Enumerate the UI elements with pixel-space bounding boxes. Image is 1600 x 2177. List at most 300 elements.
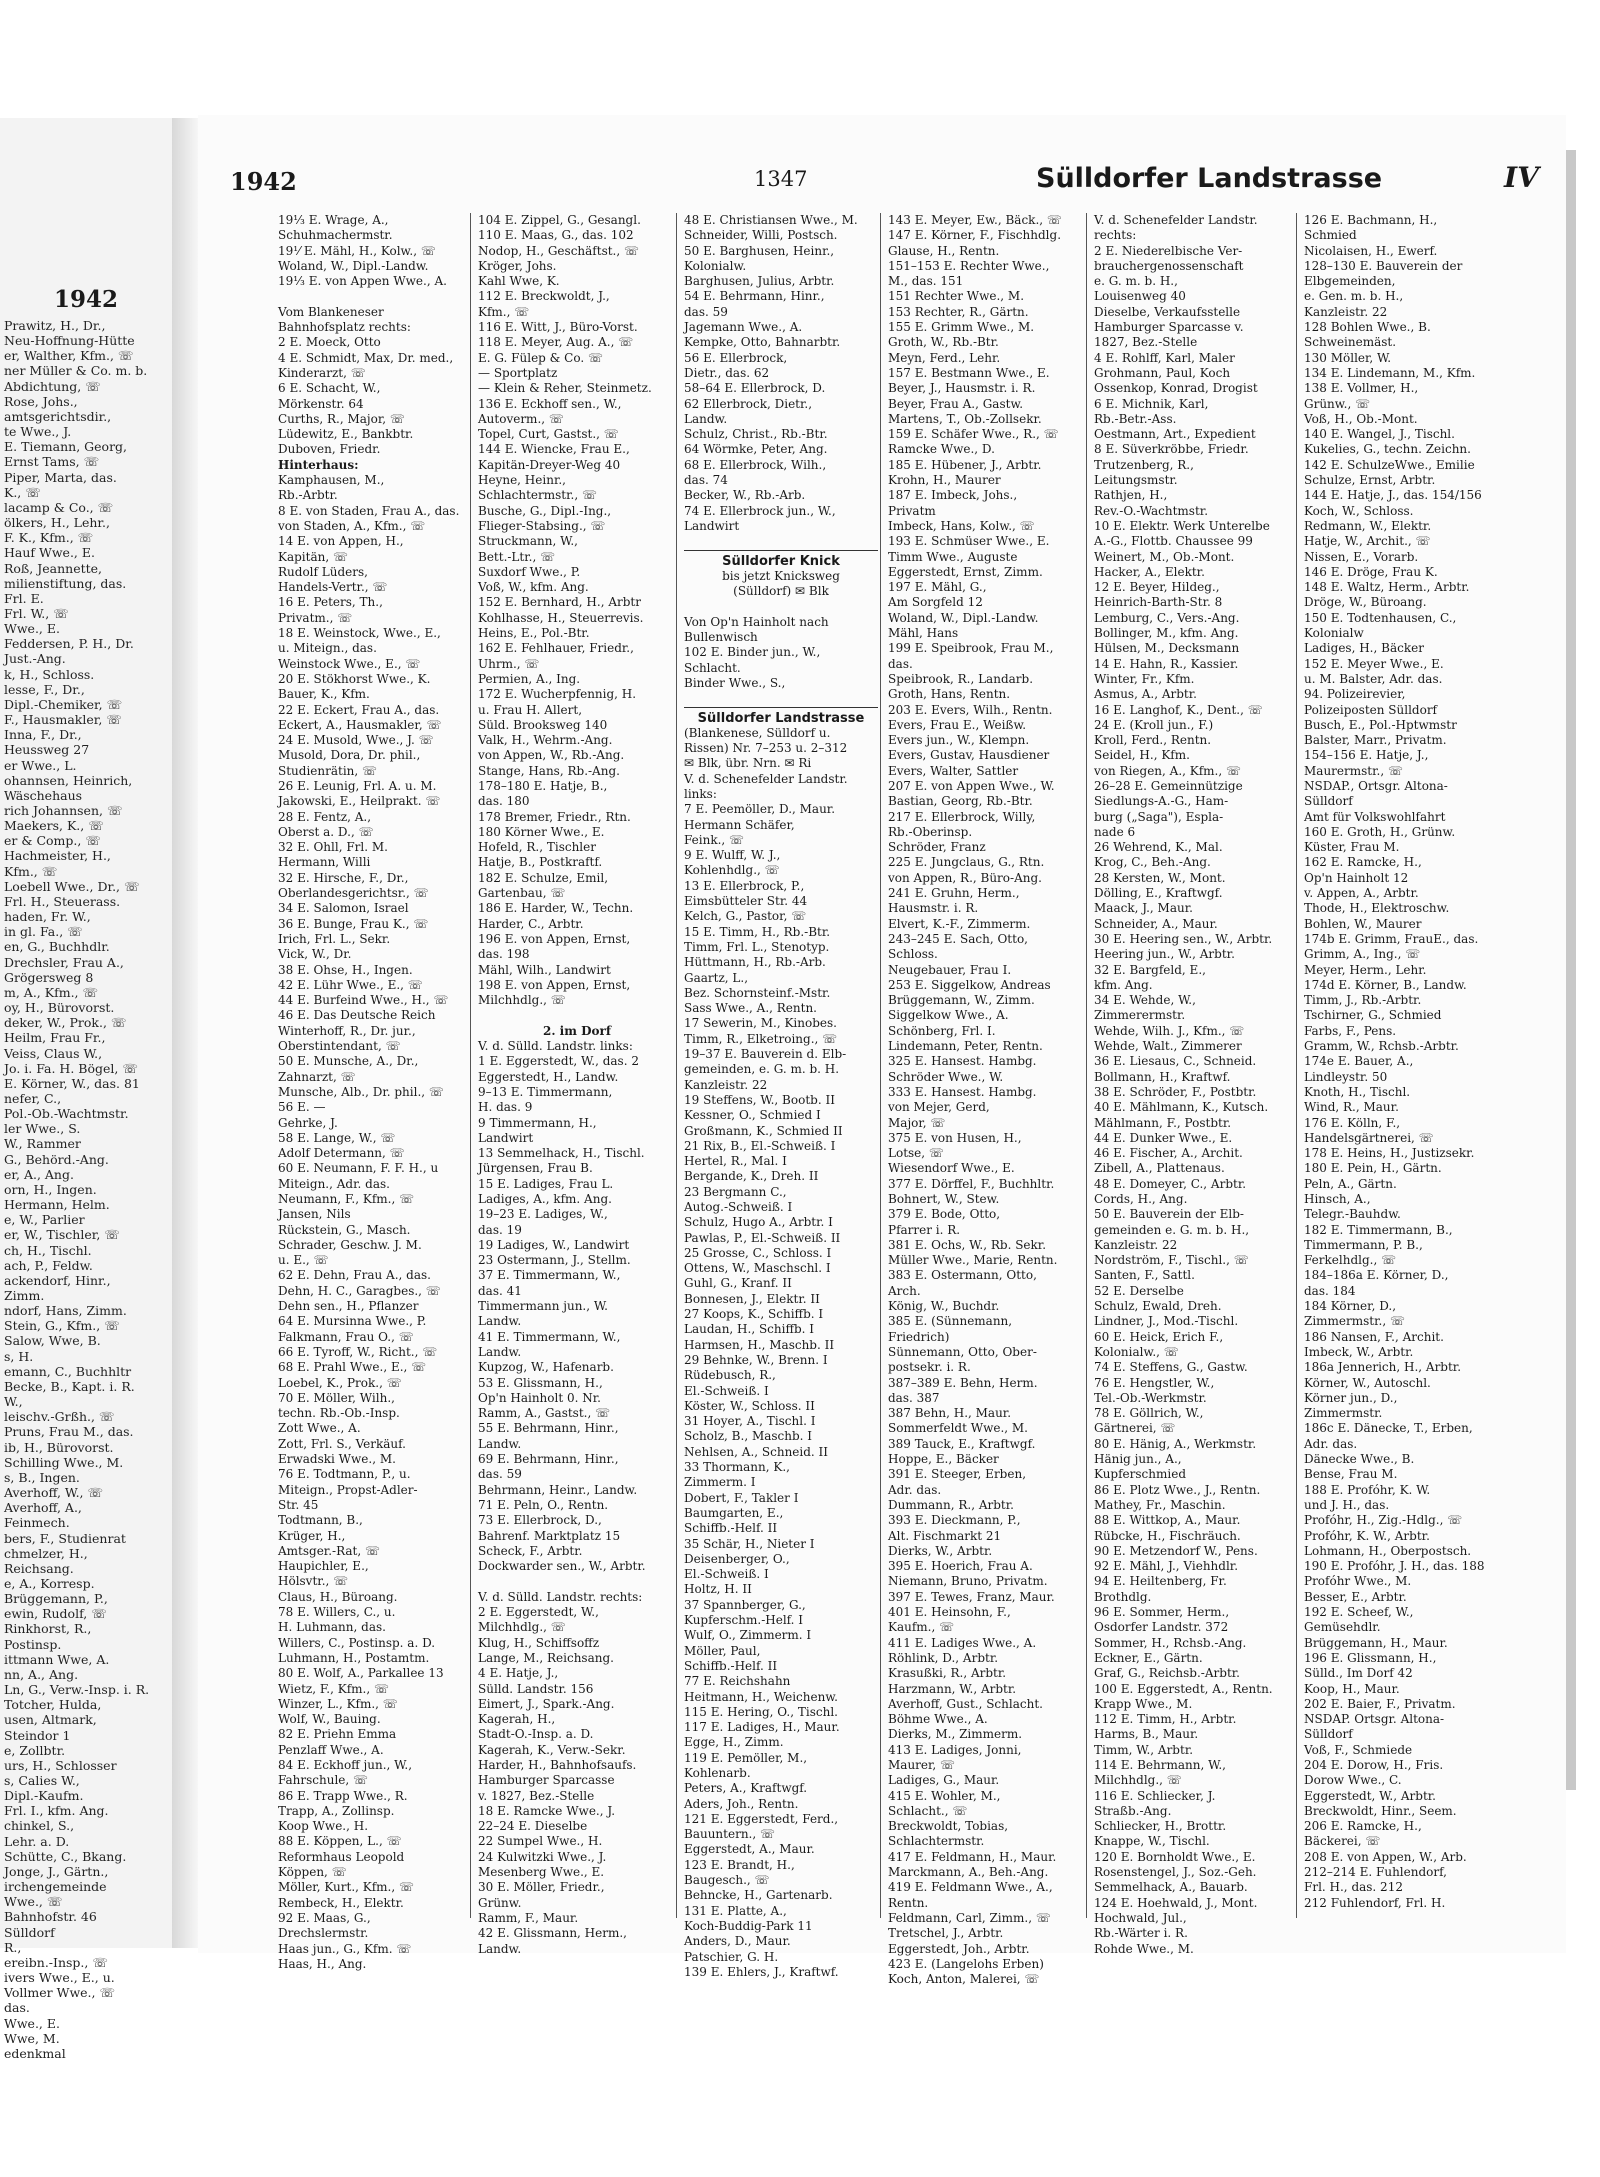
- directory-entry: nade 6: [1094, 824, 1136, 839]
- directory-entry: Mähl, Hans: [888, 626, 959, 641]
- directory-entry: 21 Rix, B., El.-Schweiß. I: [684, 1138, 836, 1153]
- directory-entry: Kupzog, W., Hafenarb.: [478, 1360, 614, 1375]
- directory-entry: Trapp, A., Zollinsp.: [278, 1803, 395, 1818]
- directory-entry: Schlachtermstr., ☏: [478, 488, 597, 503]
- directory-entry: Loebel, K., Prok., ☏: [278, 1375, 402, 1390]
- directory-entry: 84 E. Eckhoff jun., W.,: [278, 1757, 413, 1772]
- directory-entry: M., das. 151: [888, 274, 964, 289]
- directory-entry: Guhl, G., Kranf. II: [684, 1276, 792, 1291]
- directory-entry: 142 E. SchulzeWwe., Emilie: [1304, 457, 1475, 472]
- directory-entry: Wind, R., Maur.: [1304, 1100, 1399, 1115]
- directory-entry: 162 E. Fehlhauer, Friedr.,: [478, 641, 634, 656]
- directory-entry: 58 E. Lange, W., ☏: [278, 1130, 396, 1145]
- facing-page-line: Jonge, J., Gärtn.,: [4, 1863, 109, 1879]
- directory-entry: e. G. m. b. H.,: [1094, 274, 1178, 289]
- directory-entry: Sünnemann, Otto, Ober-: [888, 1344, 1037, 1359]
- directory-entry: 180 E. Pein, H., Gärtn.: [1304, 1161, 1442, 1176]
- directory-entry: das. 59: [684, 304, 728, 319]
- facing-page-line: en, G., Buchhdlr.: [4, 939, 110, 955]
- facing-page-line: Zimm.: [4, 1288, 45, 1303]
- facing-page-line: bers, F., Studienrat: [4, 1530, 126, 1546]
- directory-entry: Peln, A., Gärtn.: [1304, 1176, 1397, 1191]
- directory-entry: Rb.-Betr.-Ass.: [1094, 411, 1177, 426]
- directory-entry: 153 Rechter, R., Gärtn.: [888, 304, 1029, 319]
- facing-page-line: ach, P., Feldw.: [4, 1257, 93, 1273]
- directory-entry: 26 E. Leunig, Frl. A. u. M.: [278, 778, 437, 793]
- directory-entry: Claus, H., Büroang.: [278, 1589, 398, 1604]
- directory-entry: 385 E. (Sünnemann,: [888, 1314, 1013, 1329]
- directory-column-6: [1304, 213, 1514, 1918]
- directory-entry: das. 74: [684, 473, 728, 488]
- directory-entry: Schulz, Christ., Rb.-Btr.: [684, 427, 828, 442]
- directory-entry: Siedlungs-A.-G., Ham-: [1094, 794, 1229, 809]
- facing-page-line: Frl. H., Steuerass.: [4, 893, 121, 909]
- directory-entry: 19 Ladiges, W., Landwirt: [478, 1237, 630, 1252]
- directory-entry: Milchhdlg., ☏: [478, 1620, 566, 1635]
- directory-entry: 48 E. Domeyer, C., Arbtr.: [1094, 1176, 1247, 1191]
- directory-entry: techn. Rb.-Ob.-Insp.: [278, 1406, 400, 1421]
- directory-entry: 178 E. Heins, H., Justizsekr.: [1304, 1146, 1475, 1161]
- directory-entry: das. 59: [478, 1467, 522, 1482]
- facing-page-line: Ln, G., Verw.-Insp. i. R.: [4, 1682, 150, 1698]
- directory-entry: 155 E. Grimm Wwe., M.: [888, 320, 1035, 335]
- directory-entry: V. d. Sülld. Landstr. rechts:: [478, 1589, 643, 1604]
- directory-entry: 389 Tauck, E., Kraftwgf.: [888, 1436, 1036, 1451]
- directory-entry: 2 E. Niederelbische Ver-: [1094, 243, 1243, 258]
- directory-entry: Hüttmann, H., Rb.-Arb.: [684, 955, 826, 970]
- directory-entry: 241 E. Gruhn, Herm.,: [888, 886, 1020, 901]
- directory-entry: Kupferschmied: [1094, 1467, 1186, 1482]
- facing-page-line: nn, A., Ang.: [4, 1666, 79, 1682]
- directory-entry: Maurermstr., ☏: [1304, 763, 1403, 778]
- directory-entry: Seidel, H., Kfm.: [1094, 748, 1190, 763]
- directory-entry: 16 E. Langhof, K., Dent., ☏: [1094, 702, 1263, 717]
- directory-entry: Kröger, Johs.: [478, 258, 557, 273]
- directory-entry: Dockwarder sen., W., Arbtr.: [478, 1559, 646, 1574]
- directory-entry: Dänecke Wwe., B.: [1304, 1452, 1415, 1467]
- directory-entry: Krasußki, R., Arbtr.: [888, 1666, 1007, 1681]
- directory-entry: NSDAP., Ortsgr. Altona-: [1304, 778, 1448, 793]
- directory-column-2: [478, 213, 676, 1956]
- directory-entry: 375 E. von Husen, H.,: [888, 1130, 1022, 1145]
- directory-entry: Anders, D., Maur.: [684, 1934, 791, 1949]
- directory-entry: Sommerfeldt Wwe., M.: [888, 1421, 1028, 1436]
- directory-entry: Redmann, W., Elektr.: [1304, 518, 1432, 533]
- directory-entry: 44 E. Burfeind Wwe., H., ☏: [278, 993, 449, 1008]
- facing-page-line: Loebell Wwe., Dr., ☏: [4, 878, 140, 894]
- directory-entry: Dobert, F., Takler I: [684, 1490, 799, 1505]
- directory-entry: Todtmann, B.,: [278, 1513, 363, 1528]
- directory-entry: Mörkenstr. 64: [278, 396, 364, 411]
- facing-page-line: m, A., Kfm., ☏: [4, 984, 99, 1000]
- directory-entry: Louisenweg 40: [1094, 289, 1186, 304]
- directory-entry: Busche, G., Dipl.-Ing.,: [478, 503, 612, 518]
- directory-entry: 4 E. Schmidt, Max, Dr. med.,: [278, 350, 454, 365]
- directory-entry: Rissen) Nr. 7–253 u. 2–312: [684, 741, 848, 756]
- directory-entry: Rohde Wwe., M.: [1094, 1941, 1194, 1956]
- directory-entry: Irich, Frl. L., Sekr.: [278, 931, 391, 946]
- directory-entry: Duboven, Friedr.: [278, 442, 381, 457]
- directory-entry: 42 E. Glissmann, Herm.,: [478, 1926, 627, 1941]
- directory-entry: 37 E. Timmermann, W.,: [478, 1268, 621, 1283]
- directory-entry: Baumgarten, E.,: [684, 1505, 784, 1520]
- directory-entry: Meyer, Herm., Lehr.: [1304, 962, 1427, 977]
- directory-entry: 253 E. Siggelkow, Andreas: [888, 977, 1051, 992]
- facing-page-line: Dipl.-Chemiker, ☏: [4, 696, 123, 712]
- directory-entry: Küster, Frau M.: [1304, 840, 1400, 855]
- directory-entry: Stadt-O.-Insp. a. D.: [478, 1727, 594, 1742]
- directory-entry: 417 E. Feldmann, H., Maur.: [888, 1849, 1057, 1864]
- facing-page-line: Abdichtung, ☏: [4, 378, 101, 394]
- directory-entry: 159 E. Schäfer Wwe., R., ☏: [888, 427, 1059, 442]
- directory-entry: 391 E. Steeger, Erben,: [888, 1467, 1027, 1482]
- street-section-heading: Sülldorfer Knick: [684, 550, 878, 569]
- directory-entry: Rembeck, H., Elektr.: [278, 1895, 404, 1910]
- directory-entry: 151 Rechter Wwe., M.: [888, 289, 1025, 304]
- directory-entry: 76 E. Hengstler, W.,: [1094, 1375, 1215, 1390]
- directory-entry: Harzmann, W., Arbtr.: [888, 1681, 1017, 1696]
- directory-entry: 225 E. Jungclaus, G., Rtn.: [888, 855, 1045, 870]
- directory-entry: Gehrke, J.: [278, 1115, 338, 1130]
- directory-entry: (Sülldorf) ✉ Blk: [733, 584, 829, 599]
- directory-entry: Grünw., ☏: [1304, 396, 1371, 411]
- directory-entry: Jansen, Nils: [278, 1207, 351, 1222]
- directory-entry: Kahl Wwe, K.: [478, 274, 560, 289]
- directory-entry: u. M. Balster, Adr. das.: [1304, 671, 1443, 686]
- directory-entry: u. Miteign., das.: [278, 641, 377, 656]
- directory-entry: Zimmerermstr.: [1094, 1008, 1186, 1023]
- directory-entry: Timmermann jun., W.: [478, 1299, 608, 1314]
- directory-entry: 128–130 E. Bauverein der: [1304, 258, 1463, 273]
- directory-entry: 17 Sewerin, M., Kinobes.: [684, 1016, 837, 1031]
- facing-page-line: er, A., Ang.: [4, 1166, 74, 1182]
- facing-page-line: lesse, F., Dr.,: [4, 681, 85, 697]
- directory-entry: 86 E. Trapp Wwe., R.: [278, 1788, 408, 1803]
- directory-entry: 15 E. Timm, H., Rb.-Btr.: [684, 924, 831, 939]
- facing-page-line: Averhoff, W., ☏: [4, 1485, 104, 1501]
- directory-entry: Suxdorf Wwe., P.: [478, 564, 581, 579]
- directory-entry: 34 E. Salomon, Israel: [278, 901, 409, 916]
- directory-entry: 157 E. Bestmann Wwe., E.: [888, 365, 1050, 380]
- directory-entry: Bollinger, M., kfm. Ang.: [1094, 626, 1239, 641]
- directory-entry: 82 E. Priehn Emma: [278, 1727, 397, 1742]
- directory-entry: Nehlsen, A., Schneid. II: [684, 1444, 829, 1459]
- directory-entry: V. d. Schenefelder Landstr.: [684, 771, 848, 786]
- directory-entry: 118 E. Meyer, Aug. A., ☏: [478, 335, 634, 350]
- directory-entry: Munsche, Alb., Dr. phil., ☏: [278, 1084, 444, 1099]
- directory-entry: 74 E. Steffens, G., Gastw.: [1094, 1360, 1248, 1375]
- directory-entry: 196 E. Glissmann, H.,: [1304, 1650, 1437, 1665]
- directory-entry: 90 E. Metzendorf W., Pens.: [1094, 1543, 1258, 1558]
- directory-entry: 41 E. Timmermann, W.,: [478, 1329, 621, 1344]
- directory-entry: Struckmann, W.,: [478, 534, 578, 549]
- directory-entry: das. 387: [888, 1390, 940, 1405]
- directory-entry: 146 E. Dröge, Frau K.: [1304, 564, 1438, 579]
- directory-entry: 55 E. Behrmann, Hinr.,: [478, 1421, 619, 1436]
- directory-entry: Kolonialw.: [684, 258, 747, 273]
- directory-entry: Kohlenhdlg., ☏: [684, 863, 780, 878]
- directory-entry: Reformhaus Leopold: [278, 1849, 405, 1864]
- facing-page-line: R.,: [4, 1939, 22, 1955]
- directory-entry: 24 Kulwitzki Wwe., J.: [478, 1849, 607, 1864]
- directory-entry: Gemüsehdlr.: [1304, 1620, 1381, 1635]
- directory-entry: 4 E. Hatje, J.,: [478, 1666, 559, 1681]
- directory-entry: Imbeck, Hans, Kolw., ☏: [888, 518, 1035, 533]
- directory-entry: Leitungsmstr.: [1094, 473, 1178, 488]
- directory-entry: Topel, Curt, Gastst., ☏: [478, 427, 619, 442]
- column-divider: [1296, 213, 1297, 1918]
- facing-page-line: ib, H., Bürovorst.: [4, 1439, 114, 1455]
- directory-entry: [684, 534, 878, 549]
- directory-entry: Tel.-Ob.-Werkmstr.: [1094, 1390, 1207, 1405]
- directory-entry: Kapitän-Dreyer-Weg 40: [478, 457, 621, 472]
- directory-entry: Lindleystr. 50: [1304, 1069, 1388, 1084]
- directory-entry: Hamburger Sparcasse: [478, 1773, 615, 1788]
- directory-entry: brauchergenossenschaft: [1094, 258, 1244, 273]
- directory-entry: Meyn, Ferd., Lehr.: [888, 350, 1001, 365]
- directory-entry: 185 E. Hübener, J., Arbtr.: [888, 457, 1042, 472]
- directory-entry: Scheck, F., Arbtr.: [478, 1543, 583, 1558]
- directory-entry: 28 E. Fentz, A.,: [278, 809, 372, 824]
- directory-entry: 10 E. Elektr. Werk Unterelbe: [1094, 518, 1270, 533]
- directory-entry: Oberlandesgerichtsr., ☏: [278, 886, 429, 901]
- facing-page-line: edenkmal: [4, 2045, 66, 2061]
- facing-page-line: ittmann Wwe, A.: [4, 1651, 110, 1667]
- directory-entry: 207 E. von Appen Wwe., W.: [888, 778, 1055, 793]
- directory-entry: Hinsch, A.,: [1304, 1192, 1371, 1206]
- directory-entry: Handels-Vertr., ☏: [278, 580, 388, 595]
- directory-entry: Luhmann, H., Postamtm.: [278, 1650, 430, 1665]
- directory-entry: Bonnesen, J., Elektr. II: [684, 1291, 820, 1306]
- directory-entry: Adr. das.: [888, 1482, 942, 1497]
- directory-entry: 56 E. —: [278, 1100, 326, 1115]
- directory-entry: ✉ Blk, übr. Nrn. ✉ Ri: [684, 756, 812, 771]
- facing-page-line: Hauf Wwe., E.: [4, 545, 95, 561]
- directory-entry: 202 E. Baier, F., Privatm.: [1304, 1696, 1456, 1711]
- directory-entry: 393 E. Dieckmann, P.,: [888, 1513, 1021, 1528]
- directory-entry: Averhoff, Gust., Schlacht.: [888, 1696, 1043, 1711]
- directory-entry: Ladiges, A., kfm. Ang.: [478, 1192, 612, 1206]
- directory-entry: 36 E. Bunge, Frau K., ☏: [278, 916, 429, 931]
- directory-entry: Asmus, A., Arbtr.: [1094, 687, 1197, 702]
- directory-entry: Bäckerei, ☏: [1304, 1834, 1381, 1849]
- directory-entry: Landw.: [684, 411, 728, 426]
- directory-entry: v. Appen, A., Arbtr.: [1304, 886, 1419, 901]
- facing-page-line: Inna, F., Dr.,: [4, 727, 82, 743]
- directory-entry: 151–153 E. Rechter Wwe.,: [888, 258, 1050, 273]
- directory-entry: Str. 45: [278, 1497, 319, 1512]
- facing-page-line: Becke, B., Kapt. i. R.: [4, 1378, 135, 1394]
- directory-entry: Zimmerm. I: [684, 1475, 756, 1490]
- directory-entry: Binder Wwe., S.,: [684, 675, 786, 690]
- facing-page-line: Wwe., E.: [4, 621, 60, 637]
- page-edge-shadow: [1566, 150, 1576, 1790]
- directory-entry: Ladiges, H., Bäcker: [1304, 641, 1424, 656]
- directory-entry: Rb.-Wärter i. R.: [1094, 1926, 1188, 1941]
- directory-entry: Vick, W., Dr.: [278, 947, 352, 962]
- directory-entry: Kanzleistr. 22: [1094, 1237, 1178, 1252]
- directory-column-1: [278, 213, 460, 1971]
- facing-page-line: Schütte, C., Bkang.: [4, 1848, 127, 1864]
- directory-entry: 68 E. Prahl Wwe., E., ☏: [278, 1360, 427, 1375]
- directory-entry: 143 E. Meyer, Ew., Bäck., ☏: [888, 213, 1062, 227]
- directory-entry: König, W., Buchdr.: [888, 1299, 1000, 1314]
- directory-entry: Sülld. Landstr. 156: [478, 1681, 594, 1696]
- directory-entry: Timm, J., Rb.-Arbtr.: [1304, 993, 1422, 1008]
- directory-entry: Bahnhofsplatz rechts:: [278, 320, 411, 335]
- facing-page-line: G., Behörd.-Ang.: [4, 1151, 109, 1167]
- column-divider: [676, 213, 677, 1918]
- directory-entry: 423 E. (Langelohs Erben): [888, 1956, 1044, 1971]
- directory-entry: Straßb.-Ang.: [1094, 1803, 1172, 1818]
- directory-entry: Müller Wwe., Marie, Rentn.: [888, 1253, 1058, 1268]
- directory-entry: 92 E. Maas, G.,: [278, 1910, 371, 1925]
- directory-entry: Sülldorf: [1304, 1727, 1353, 1742]
- directory-entry: Kroll, Ferd., Rentn.: [1094, 733, 1212, 748]
- directory-entry: Sülldorf: [1304, 794, 1353, 809]
- directory-entry: [478, 1574, 676, 1589]
- directory-entry: 377 E. Dörffel, F., Buchhltr.: [888, 1176, 1055, 1191]
- directory-entry: 52 E. Derselbe: [1094, 1283, 1184, 1298]
- directory-entry: Gramm, W., Rchsb.-Arbtr.: [1304, 1039, 1459, 1054]
- directory-entry: 116 E. Witt, J., Büro-Vorst.: [478, 320, 638, 335]
- directory-entry: 76 E. Todtmann, P., u.: [278, 1467, 411, 1482]
- directory-entry: 123 E. Brandt, H.,: [684, 1857, 795, 1872]
- directory-entry: Evers, Walter, Sattler: [888, 763, 1019, 778]
- directory-entry: Hofeld, R., Tischler: [478, 840, 596, 855]
- directory-entry: das.: [888, 656, 913, 671]
- directory-entry: 178–180 E. Hatje, B.,: [478, 778, 608, 793]
- facing-page-line: Maekers, K., ☏: [4, 818, 104, 834]
- facing-page-line: ölkers, H., Lehr.,: [4, 515, 110, 531]
- directory-entry: Breckwoldt, Tobias,: [888, 1819, 1009, 1834]
- facing-page-line: Pruns, Frau M., das.: [4, 1424, 134, 1440]
- facing-page-line: er, W., Tischler, ☏: [4, 1227, 120, 1243]
- directory-entry: Kagerah, K., Verw.-Sekr.: [478, 1742, 626, 1757]
- directory-entry: Dummann, R., Arbtr.: [888, 1497, 1014, 1512]
- directory-entry: 154–156 E. Hatje, J.,: [1304, 748, 1429, 763]
- directory-entry: 92 E. Mähl, J., Viehhdlr.: [1094, 1559, 1239, 1574]
- directory-entry: Sommer, H., Rchsb.-Ang.: [1094, 1635, 1247, 1650]
- directory-entry: 383 E. Ostermann, Otto,: [888, 1268, 1037, 1283]
- directory-entry: Patschier, G. H.: [684, 1949, 779, 1964]
- directory-entry: Schröder, Franz: [888, 840, 986, 855]
- directory-entry: 190 E. Profóhr, J. H., das. 188: [1304, 1559, 1485, 1574]
- directory-entry: Zott, Frl. S., Verkäuf.: [278, 1436, 406, 1451]
- directory-entry: Neumann, F., Kfm., ☏: [278, 1192, 415, 1206]
- directory-entry: Kohlenarb.: [684, 1765, 751, 1780]
- directory-entry: 48 E. Christiansen Wwe., M.: [684, 213, 858, 227]
- directory-entry: Bastian, Georg, Rb.-Btr.: [888, 794, 1033, 809]
- facing-page-line: W., Rammer: [4, 1136, 81, 1152]
- directory-entry: 50 E. Bauverein der Elb-: [1094, 1207, 1244, 1222]
- directory-entry: Schönberg, Frl. I.: [888, 1023, 996, 1038]
- directory-entry: 379 E. Bode, Otto,: [888, 1207, 1001, 1222]
- directory-entry: Kupferschm.-Helf. I: [684, 1613, 804, 1628]
- directory-entry: Privatm., ☏: [278, 610, 353, 625]
- directory-entry: Breckwoldt, Hinr., Seem.: [1304, 1803, 1457, 1818]
- facing-page-line: ch, H., Tischl.: [4, 1242, 92, 1258]
- directory-entry: 102 E. Binder jun., W.,: [684, 645, 821, 660]
- directory-entry: Schuhmachermstr.: [278, 228, 393, 243]
- directory-entry: 12 E. Beyer, Hildeg.,: [1094, 580, 1220, 595]
- facing-page-line: deker, W., Prok., ☏: [4, 1015, 127, 1031]
- directory-entry: Gartenbau, ☏: [478, 886, 566, 901]
- directory-entry: Voß, F., Schmiede: [1304, 1742, 1413, 1757]
- facing-page-line: Steindor 1: [4, 1727, 71, 1743]
- directory-entry: 204 E. Dorow, H., Fris.: [1304, 1757, 1444, 1772]
- directory-entry: Milchhdlg., ☏: [1094, 1773, 1182, 1788]
- directory-entry: gemeinden, e. G. m. b. H.: [684, 1062, 840, 1077]
- directory-entry: Ossenkop, Konrad, Drogist: [1094, 381, 1258, 396]
- directory-entry: Winzer, L., Kfm., ☏: [278, 1696, 398, 1711]
- directory-entry: von Staden, A., Kfm., ☏: [278, 518, 426, 533]
- directory-entry: Feink., ☏: [684, 832, 745, 847]
- directory-entry: 100 E. Eggerstedt, A., Rentn.: [1094, 1681, 1273, 1696]
- directory-entry: 26 Wehrend, K., Mal.: [1094, 840, 1223, 855]
- facing-page-line: ner Müller & Co. m. b.: [4, 363, 148, 379]
- facing-page-line: Frl. I., kfm. Ang.: [4, 1803, 109, 1819]
- directory-entry: 203 E. Evers, Wilh., Rentn.: [888, 702, 1053, 717]
- directory-entry: Willers, C., Postinsp. a. D.: [278, 1635, 436, 1650]
- directory-entry: Hölsvtr., ☏: [278, 1574, 349, 1589]
- facing-page-line: ohannsen, Heinrich,: [4, 772, 133, 788]
- directory-entry: 115 E. Hering, O., Tischl.: [684, 1704, 838, 1719]
- directory-entry: 38 E. Schröder, F., Postbtr.: [1094, 1084, 1257, 1099]
- directory-entry: Wiesendorf Wwe., E.: [888, 1161, 1015, 1176]
- directory-entry: Schiffb.-Helf. II: [684, 1521, 778, 1536]
- directory-entry: Autoverm., ☏: [478, 411, 564, 426]
- directory-entry: Op'n Hainholt 12: [1304, 870, 1409, 885]
- directory-entry: Hamburger Sparcasse v.: [1094, 320, 1244, 335]
- directory-entry: Landw.: [478, 1436, 522, 1451]
- street-title: Sülldorfer Landstrasse: [1036, 163, 1383, 194]
- directory-entry: Evers jun., W., Klempn.: [888, 733, 1030, 748]
- directory-entry: 117 E. Ladiges, H., Maur.: [684, 1720, 840, 1735]
- directory-entry: 64 Wörmke, Peter, Ang.: [684, 442, 828, 457]
- directory-entry: 70 E. Möller, Wilh.,: [278, 1390, 395, 1405]
- directory-entry: Eimsbütteler Str. 44: [684, 894, 808, 909]
- directory-entry: 1 E. Eggerstedt, W., das. 2: [478, 1054, 639, 1069]
- directory-entry: Großmann, K., Schmied II: [684, 1123, 843, 1138]
- directory-entry: Haas, H., Ang.: [278, 1956, 367, 1971]
- facing-page-line: irchengemeinde: [4, 1879, 107, 1895]
- directory-entry: 126 E. Bachmann, H.,: [1304, 213, 1438, 227]
- directory-entry: 196 E. von Appen, Ernst,: [478, 931, 631, 946]
- directory-entry: 32 E. Ohll, Frl. M.: [278, 840, 388, 855]
- directory-entry: Nicolaisen, H., Ewerf.: [1304, 243, 1438, 258]
- directory-entry: Arch.: [888, 1283, 921, 1298]
- directory-entry: Besser, E., Arbtr.: [1304, 1589, 1407, 1604]
- directory-entry: 15 E. Ladiges, Frau L.: [478, 1176, 614, 1191]
- directory-entry: Köster, W., Schloss. II: [684, 1398, 815, 1413]
- directory-entry: Klug, H., Schiffsoffz: [478, 1635, 600, 1650]
- directory-entry: 54 E. Behrmann, Hinr.,: [684, 289, 825, 304]
- facing-page-line: Kfm., ☏: [4, 863, 58, 879]
- directory-entry: Marckmann, A., Beh.-Ang.: [888, 1865, 1049, 1880]
- facing-page-line: Veiss, Claus W.,: [4, 1045, 103, 1061]
- directory-entry: Schloss.: [888, 947, 938, 962]
- directory-entry: Kolonialw: [1304, 626, 1364, 641]
- directory-entry: 2 E. Eggerstedt, W.,: [478, 1605, 599, 1620]
- facing-page-line: usen, Altmark,: [4, 1712, 97, 1728]
- directory-entry: Woland, W., Dipl.-Landw.: [888, 610, 1039, 625]
- directory-entry: Kfm., ☏: [478, 304, 530, 319]
- directory-entry: Imbeck, W., Arbtr.: [1304, 1344, 1414, 1359]
- directory-entry: Martens, T., Ob.-Zollsekr.: [888, 411, 1042, 426]
- directory-entry: Op'n Hainholt 0. Nr.: [478, 1390, 601, 1405]
- directory-entry: von Appen, W., Rb.-Ang.: [478, 748, 625, 763]
